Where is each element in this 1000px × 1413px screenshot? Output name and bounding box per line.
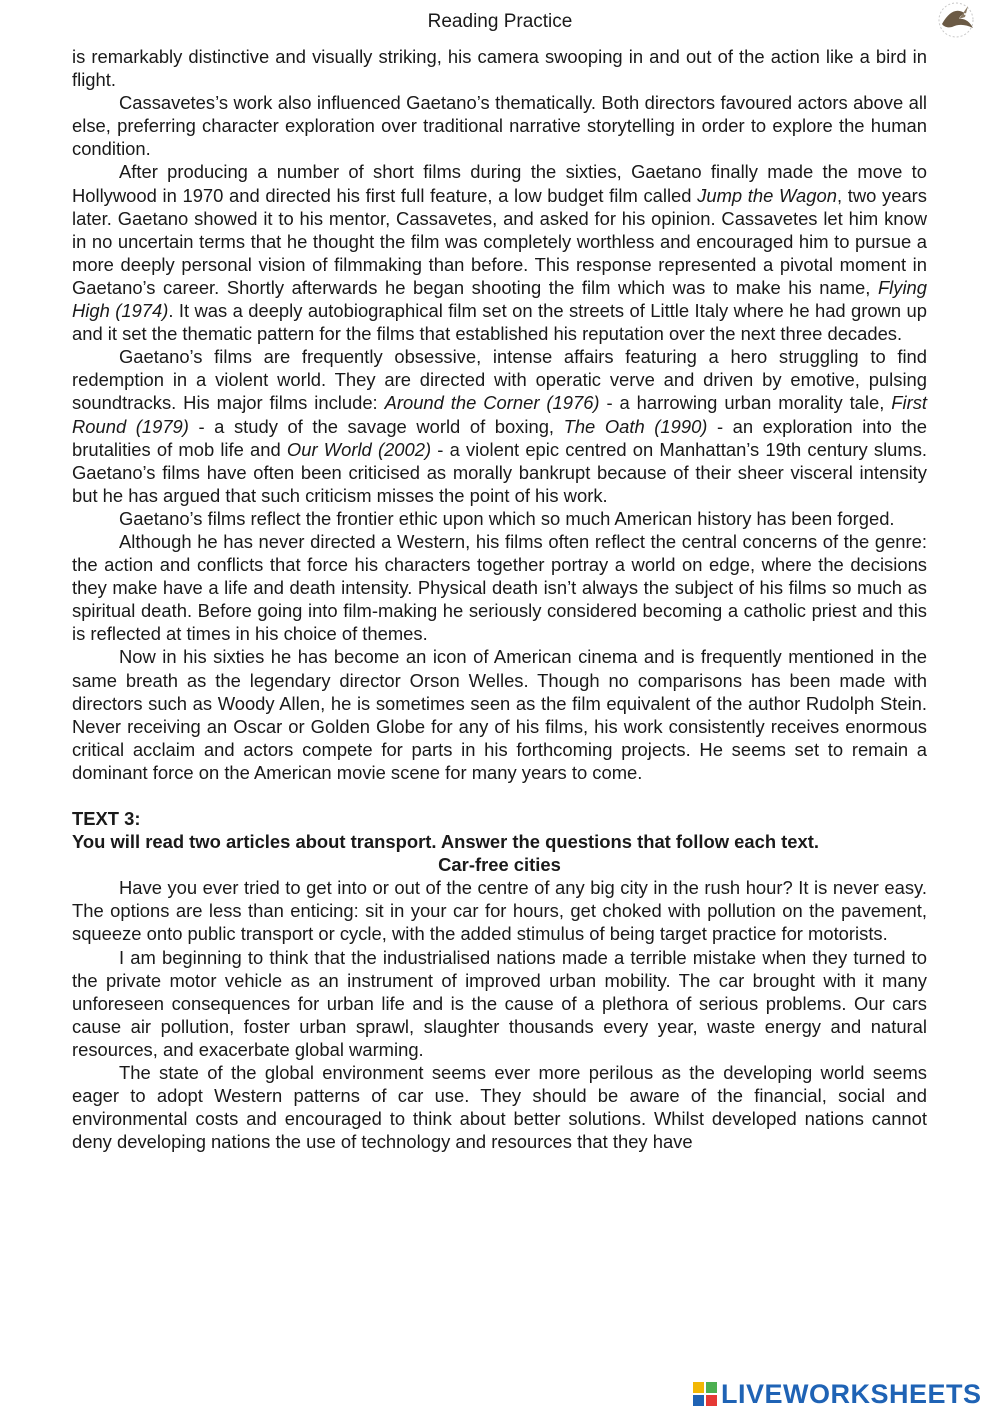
- film-title: Around the Corner (1976): [384, 392, 600, 414]
- biography-paragraph: [72, 91, 927, 160]
- paragraph-text: , two years later. Gaetano showed it to his mentor, Cassavetes, and asked for his opinion. Cassavetes let him know in no uncertain terms that he thought the film was completely worthless and encouraged him to pursue a more deeply personal vision of filmmaking than before. This response represented a pivotal moment in Gaetano’s career. Shortly afterwards he began shooting the film which was to make his name,: [72, 184, 927, 298]
- footer-brand-text: LIVEWORKSHEETS: [721, 1378, 982, 1409]
- text3-instruction: You will read two articles about transport. Answer the questions that follow each text.: [72, 831, 819, 853]
- article-paragraph: I am beginning to think that the industrialised nations made a terrible mistake when they turned to the private motor vehicle as an instrument of improved urban mobility. The car brought with it many unforeseen consequences for urban life and is the cause of a plethora of serious problems. Our cars cause air pollution, foster urban sprawl, slaughter thousands every year, waste energy and natural resources, and exacerbate global warming.: [72, 946, 927, 1060]
- article-paragraph: Have you ever tried to get into or out of the centre of any big city in the rush hour? It is never easy. The options are less than enticing: sit in your car for hours, get choked with pollution on the pavement, squeeze onto public transport or cycle, with the added stimulus of being target practice for motorists.: [72, 877, 927, 945]
- paragraph-text: - a study of the savage world of boxing,: [188, 415, 564, 437]
- biography-paragraph: [72, 160, 927, 345]
- footer-brand[interactable]: [693, 1378, 982, 1410]
- document-body: [72, 45, 927, 1153]
- paragraph-text: After producing a number of short films during the sixties, Gaetano finally made the move to Hollywood in 1970 and directed his first full feature, a low budget film called: [72, 161, 927, 206]
- film-title: First Round (1979): [72, 392, 927, 437]
- text3-label: TEXT 3:: [72, 808, 141, 829]
- paragraph-text: is remarkably distinctive and visually striking, his camera swooping in and out of the action like a bird in flight.: [72, 46, 927, 91]
- paragraph-text: Cassavetes’s work also influenced Gaetano’s thematically. Both directors favoured actors above all else, preferring character exploration over traditional narrative storytelling in order to explore the human condition.: [72, 92, 927, 160]
- liveworksheets-logo-icon: [693, 1382, 717, 1406]
- biography-paragraph: [72, 45, 927, 91]
- bird-logo-icon: [932, 0, 982, 42]
- page-header-title: Reading Practice: [427, 11, 573, 32]
- film-title: Flying High (1974): [72, 276, 927, 322]
- paragraph-text: - a harrowing urban morality tale,: [599, 392, 892, 414]
- article-paragraph: The state of the global environment seems ever more perilous as the developing world seems eager to adopt Western patterns of car use. They should be aware of the financial, social and environmental costs and encouraged to think about better solutions. Whilst developed nations cannot deny developing nations the use of technology and resources that they have: [72, 1062, 927, 1153]
- paragraph-text: Now in his sixties he has become an icon of American cinema and is frequently mentioned in the same breath as the legendary director Orson Welles. Though no comparisons has been made with directors such as Woody Allen, he is sometimes seen as the film equivalent of the author Rudolph Stein. Never receiving an Oscar or Golden Globe for any of his films, his work consistently receives enormous critical acclaim and actors compete for parts in his forthcoming projects. He seems set to remain a dominant force on the American movie scene for many years to come.: [72, 646, 927, 783]
- biography-paragraph: [72, 345, 927, 507]
- film-title: Jump the Wagon: [697, 184, 837, 206]
- article-title: Car-free cities: [438, 854, 561, 876]
- paragraph-text: Gaetano’s films are frequently obsessive, intense affairs featuring a hero struggling to find redemption in a violent world. They are directed with operatic verve and driven by emotive, pulsing soundtracks. His major films include:: [72, 346, 927, 414]
- biography-paragraph: [72, 530, 927, 645]
- paragraph-text: - an exploration into the brutalities of mob life and: [72, 415, 927, 460]
- biography-paragraph: [72, 645, 927, 784]
- film-title: The Oath (1990): [563, 415, 708, 437]
- paragraph-text: . It was a deeply autobiographical film set on the streets of Little Italy where he had grown up and it set the thematic pattern for the films that established his reputation over the next three decades.: [72, 300, 927, 345]
- film-title: Our World (2002): [286, 438, 432, 460]
- article-paragraphs: [72, 45, 927, 784]
- section-spacer: [72, 784, 927, 807]
- paragraph-text: Although he has never directed a Western, his films often reflect the central concerns of the genre: the action and conflicts that force his characters together portray a world on edge, where the decisions they make have a life and death intensity. Physical death isn’t always the subject of his films so much as spiritual death. Before going into film-making he seriously considered becoming a catholic priest and this is reflected at times in his choice of themes.: [72, 530, 927, 645]
- paragraph-text: Gaetano’s films reflect the frontier ethic upon which so much American history has been forged.: [119, 507, 895, 529]
- biography-paragraph: [72, 507, 927, 530]
- paragraph-text: - a violent epic centred on Manhattan’s 19th century slums. Gaetano’s films have often been criticised as morally bankrupt because of their sheer visceral intensity but he has argued that such criticism misses the point of his work.: [72, 438, 928, 506]
